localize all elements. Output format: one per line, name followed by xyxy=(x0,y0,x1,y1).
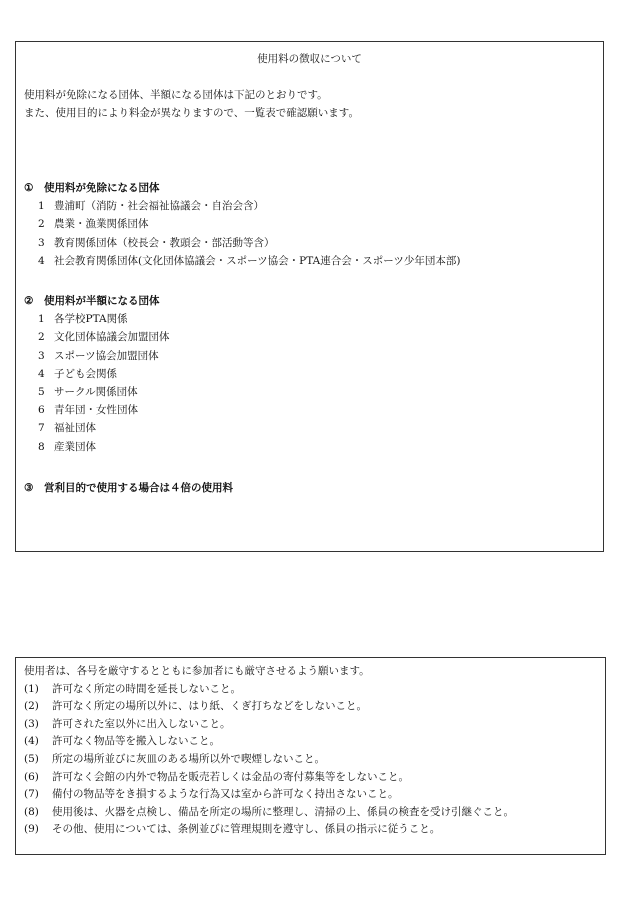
usage-rules-box xyxy=(15,657,606,855)
rule-number: (8) xyxy=(24,805,39,818)
section-mark: ② xyxy=(24,295,34,307)
list-item xyxy=(24,197,460,215)
rule-number: (6) xyxy=(24,770,39,783)
rule-text: 備付の物品等をき損するような行為又は室から許可なく持出さないこと。 xyxy=(52,788,399,801)
rule-item xyxy=(24,716,597,734)
rule-item xyxy=(24,698,597,716)
rule-item xyxy=(24,733,597,751)
item-number: 5 xyxy=(38,386,45,399)
intro-line: また、使用目的により料金が異なりますので、一覧表で確認願います。 xyxy=(24,107,359,120)
rule-number: (4) xyxy=(24,735,39,748)
list-item xyxy=(24,347,170,365)
section-heading-text: 使用料が免除になる団体 xyxy=(44,182,160,194)
item-text: 子ども会関係 xyxy=(54,367,117,380)
item-text: スポーツ協会加盟団体 xyxy=(54,349,159,362)
item-number: 6 xyxy=(38,404,45,417)
item-number: 4 xyxy=(38,254,45,267)
rule-number: (7) xyxy=(24,788,39,801)
item-number: 3 xyxy=(38,349,45,362)
intro-line: 使用料が免除になる団体、半額になる団体は下記のとおりです。 xyxy=(24,89,328,101)
item-text: 豊浦町（消防・社会福祉協議会・自治会含） xyxy=(54,200,264,213)
section-commercial xyxy=(24,479,233,497)
item-number: 1 xyxy=(38,313,45,326)
item-number: 8 xyxy=(38,440,45,453)
list-item xyxy=(24,438,170,456)
item-text: 農業・漁業関係団体 xyxy=(54,218,149,231)
item-number: 7 xyxy=(38,422,45,435)
item-text: 青年団・女性団体 xyxy=(54,404,138,417)
rule-text: 許可なく所定の場所以外に、はり紙、くぎ打ちなどをしないこと。 xyxy=(52,700,367,713)
rule-number: (9) xyxy=(24,823,39,836)
rule-text: 許可なく所定の時間を延長しないこと。 xyxy=(52,682,241,695)
list-item xyxy=(24,252,460,270)
rule-text: その他、使用については、条例並びに管理規則を遵守し、係員の指示に従うこと。 xyxy=(52,823,441,836)
rule-number: (5) xyxy=(24,752,39,765)
rule-number: (2) xyxy=(24,700,39,713)
item-text: 産業団体 xyxy=(54,440,96,453)
fee-notice-box xyxy=(15,41,604,552)
section-mark: ③ xyxy=(24,482,34,494)
item-text: 各学校PTA関係 xyxy=(54,313,128,326)
rule-text: 許可なく物品等を搬入しないこと。 xyxy=(52,735,220,748)
section-heading-text: 使用料が半額になる団体 xyxy=(44,295,160,307)
rule-text: 所定の場所並びに灰皿のある場所以外で喫煙しないこと。 xyxy=(52,752,325,765)
list-item xyxy=(24,310,170,328)
section-heading xyxy=(24,179,460,197)
item-text: 教育関係団体（校長会・教頭会・部活動等含） xyxy=(54,236,275,249)
rule-item xyxy=(24,786,597,804)
section-heading xyxy=(24,479,233,497)
item-number: 1 xyxy=(38,200,45,213)
rule-item xyxy=(24,769,597,787)
list-item xyxy=(24,401,170,419)
list-item xyxy=(24,215,460,233)
section-exempt xyxy=(24,179,460,270)
rule-item xyxy=(24,821,597,839)
item-text: 社会教育関係団体(文化団体協議会・スポーツ協会・PTA連合会・スポーツ少年団本部) xyxy=(54,254,461,267)
notice-title: 使用料の徴収について xyxy=(257,53,362,65)
rule-text: 許可なく会館の内外で物品を販売若しくは金品の寄付募集等をしないこと。 xyxy=(52,770,409,783)
rules-intro: 使用者は、各号を厳守するとともに参加者にも厳守させるよう願います。 xyxy=(24,665,370,677)
item-number: 3 xyxy=(38,236,45,249)
list-item xyxy=(24,365,170,383)
section-heading xyxy=(24,292,170,310)
list-item xyxy=(24,234,460,252)
section-half-price xyxy=(24,292,170,456)
item-text: 福祉団体 xyxy=(54,422,96,435)
list-item xyxy=(24,328,170,346)
section-mark: ① xyxy=(24,182,34,194)
section-heading-text: 営利目的で使用する場合は４倍の使用料 xyxy=(44,482,233,494)
item-number: 2 xyxy=(38,218,45,231)
item-number: 4 xyxy=(38,367,45,380)
rule-number: (1) xyxy=(24,682,39,695)
item-text: サークル関係団体 xyxy=(54,386,138,399)
rule-number: (3) xyxy=(24,717,39,730)
list-item xyxy=(24,383,170,401)
item-text: 文化団体協議会加盟団体 xyxy=(54,331,170,344)
item-number: 2 xyxy=(38,331,45,344)
rule-item xyxy=(24,751,597,769)
rule-item xyxy=(24,681,597,699)
rule-text: 許可された室以外に出入しないこと。 xyxy=(52,717,231,730)
rule-text: 使用後は、火器を点検し、備品を所定の場所に整理し、清掃の上、係員の検査を受け引継ぐこと。 xyxy=(52,805,514,818)
rule-item xyxy=(24,804,597,822)
notice-intro xyxy=(24,86,359,122)
list-item xyxy=(24,419,170,437)
